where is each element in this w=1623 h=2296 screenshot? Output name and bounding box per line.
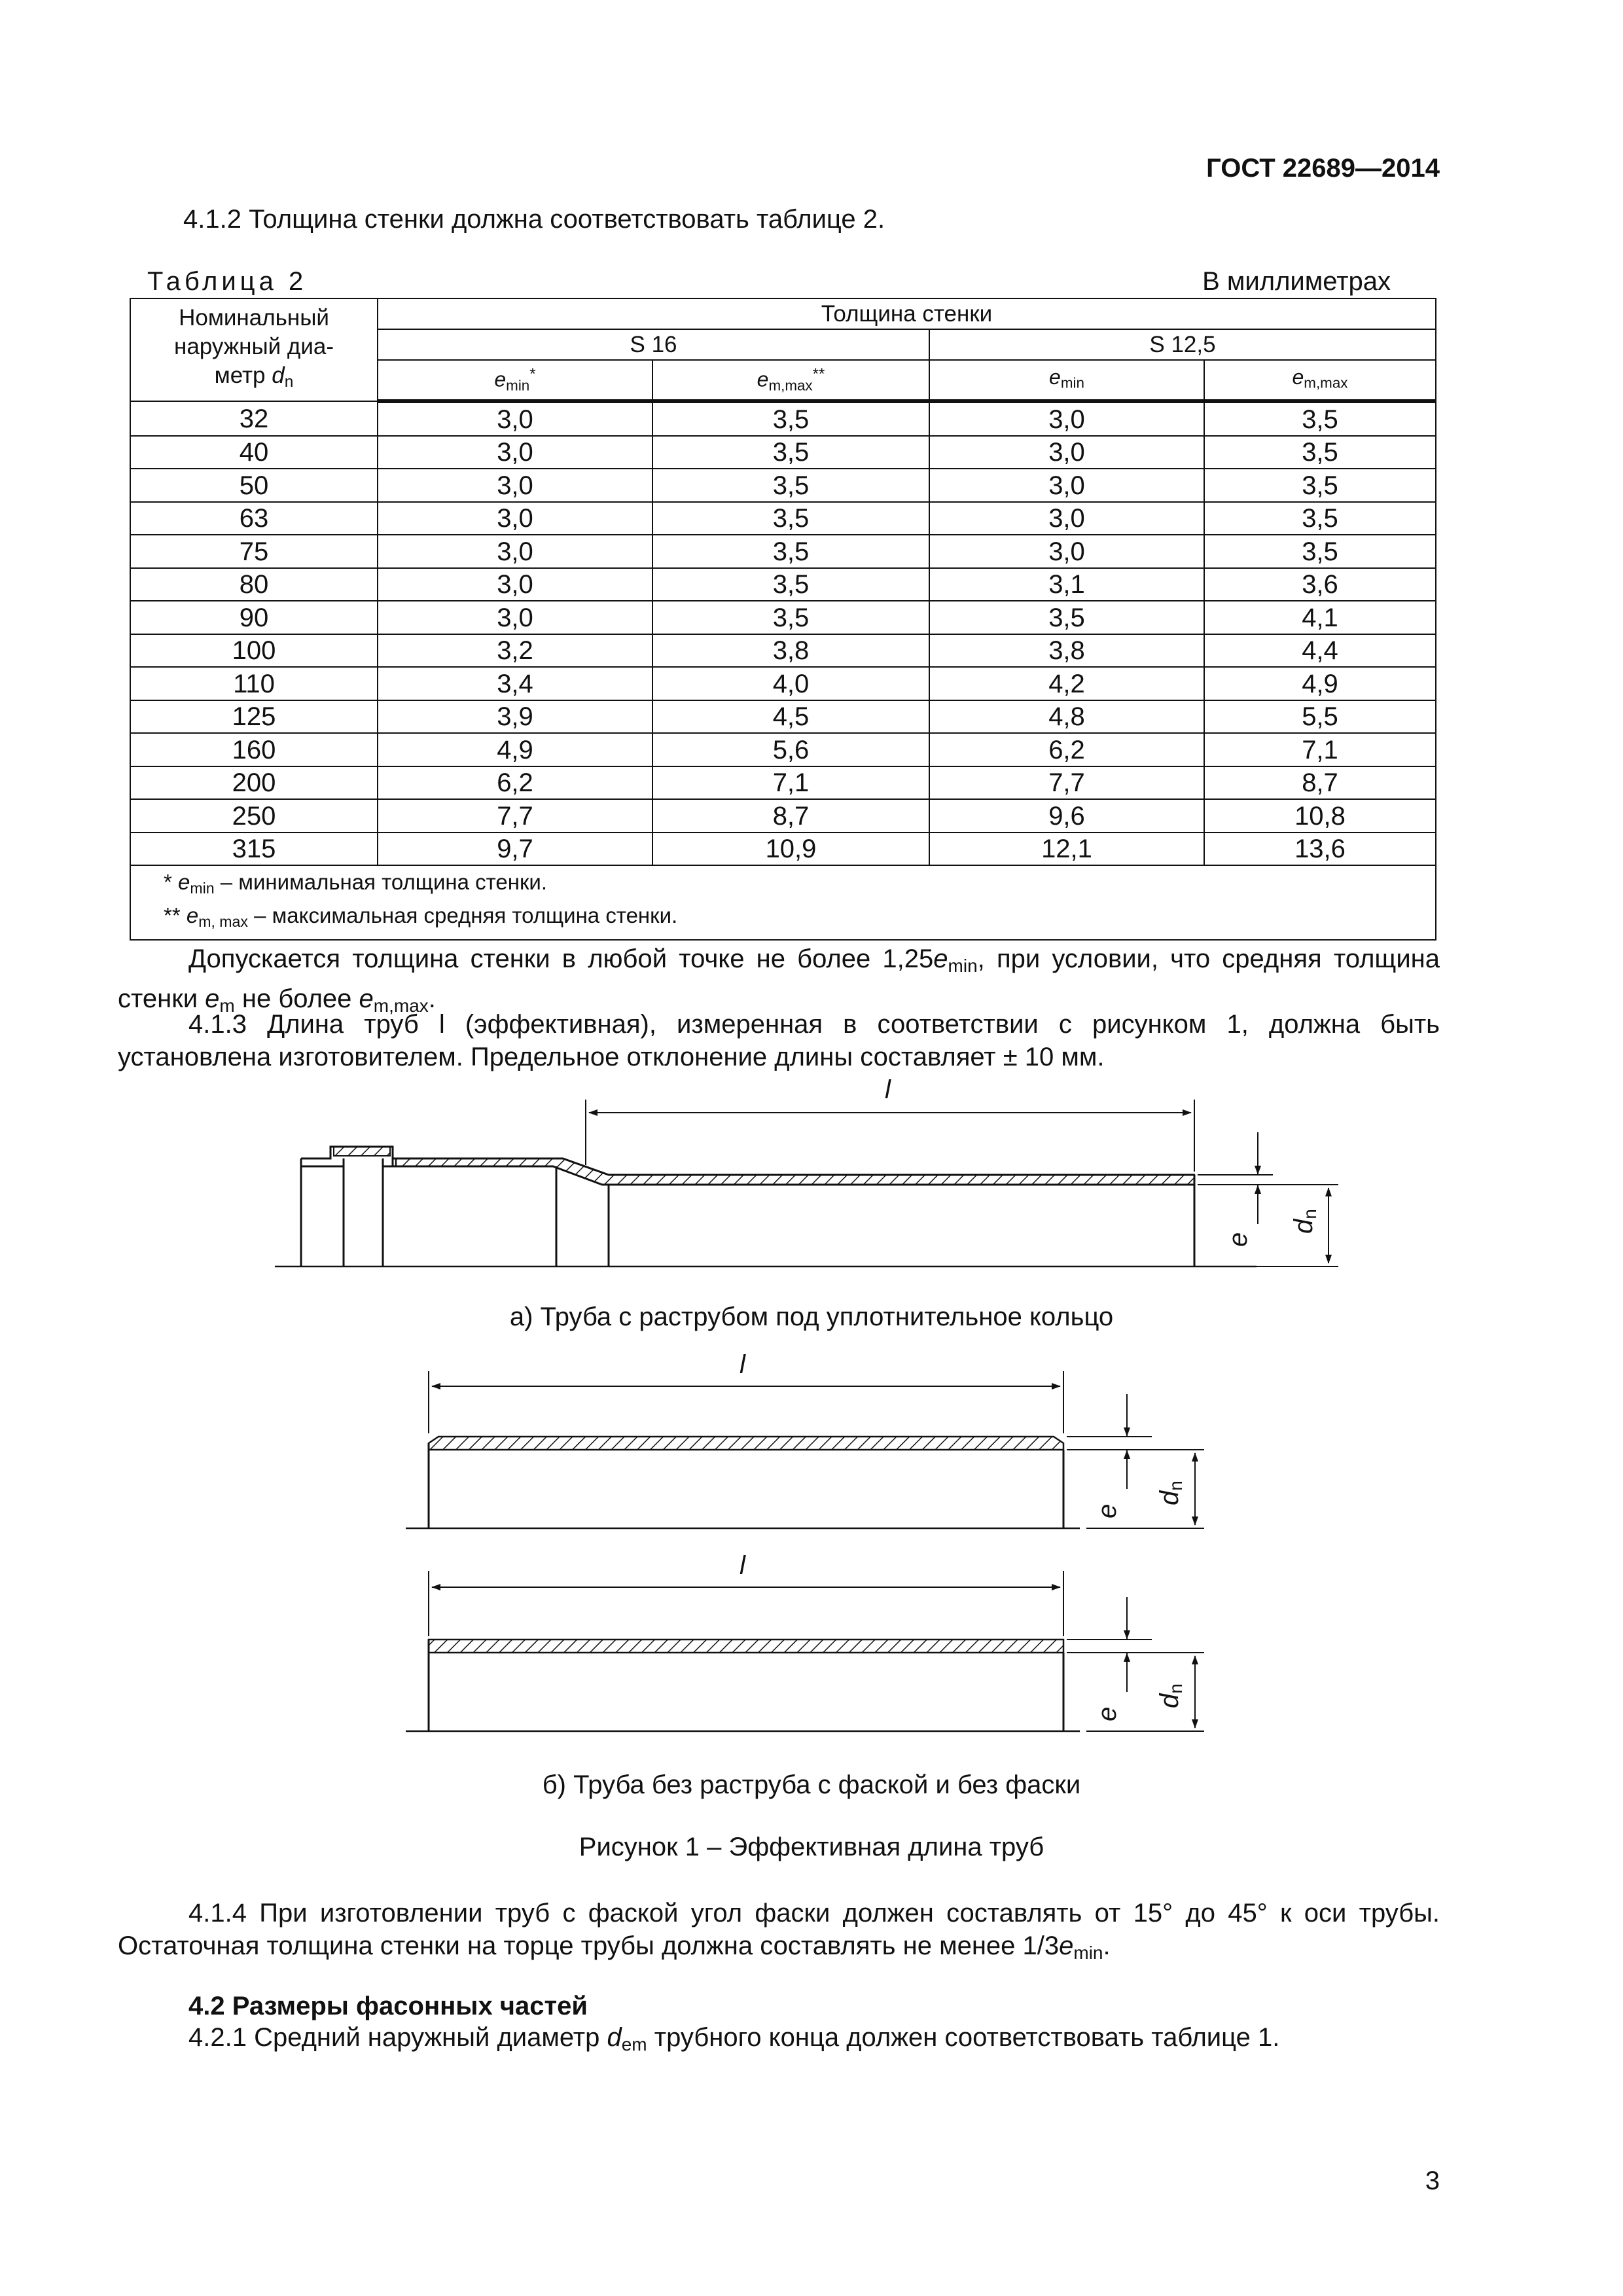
cell-thickness: 3,8 xyxy=(652,634,929,668)
cell-thickness: 4,5 xyxy=(652,700,929,734)
cell-thickness: 4,8 xyxy=(929,700,1204,734)
cell-thickness: 3,0 xyxy=(378,469,652,502)
cell-diameter: 100 xyxy=(130,634,378,668)
cell-diameter: 250 xyxy=(130,799,378,833)
cell-thickness: 10,8 xyxy=(1204,799,1436,833)
label-e-b1: e xyxy=(1093,1503,1122,1518)
head-wall-thickness: Толщина стенки xyxy=(378,298,1436,329)
label-dn-b2: dn xyxy=(1155,1683,1186,1708)
cell-thickness: 6,2 xyxy=(929,733,1204,766)
note-emmax: ** $e_{m, max}$ – максимальная средняя толщина стенки. xyxy=(164,903,678,930)
cell-thickness: 3,0 xyxy=(378,502,652,535)
cell-diameter: 50 xyxy=(130,469,378,502)
cell-thickness: 3,5 xyxy=(652,401,929,436)
cell-thickness: 4,0 xyxy=(652,667,929,700)
caption-figure-b: б) Труба без раструба с фаской и без фаски xyxy=(542,1770,1081,1799)
cell-thickness: 3,0 xyxy=(378,401,652,436)
label-dn-a: dn xyxy=(1289,1209,1320,1234)
cell-diameter: 63 xyxy=(130,502,378,535)
page-number: 3 xyxy=(1425,2166,1440,2195)
cell-thickness: 3,5 xyxy=(1204,436,1436,469)
cell-thickness: 3,0 xyxy=(378,436,652,469)
figure-b-plain-pipe xyxy=(406,1571,1204,1731)
cell-thickness: 9,6 xyxy=(929,799,1204,833)
cell-thickness: 3,0 xyxy=(378,601,652,634)
figure-b-chamfer-pipe xyxy=(406,1371,1204,1528)
cell-thickness: 3,0 xyxy=(929,469,1204,502)
cell-thickness: 3,4 xyxy=(378,667,652,700)
head-emmax-s125: $e_{m,max}$ xyxy=(1204,360,1436,401)
table-units: В миллиметрах xyxy=(1202,267,1391,296)
cell-diameter: 75 xyxy=(130,535,378,568)
cell-thickness: 4,4 xyxy=(1204,634,1436,668)
standard-header: ГОСТ 22689—2014 xyxy=(1206,154,1440,183)
cell-thickness: 6,2 xyxy=(378,766,652,800)
cell-thickness: 10,9 xyxy=(652,833,929,866)
cell-thickness: 3,5 xyxy=(929,601,1204,634)
cell-thickness: 3,5 xyxy=(1204,535,1436,568)
cell-thickness: 3,2 xyxy=(378,634,652,668)
paragraph-allowance: Допускается толщина стенки в любой точке не более $1,25e_{min}$, при условии, что средняя толщина стенки $e_m$ не более $e_{m,max}$. xyxy=(118,944,1440,1016)
cell-thickness: 12,1 xyxy=(929,833,1204,866)
caption-figure-a: а) Труба с раструбом под уплотнительное кольцо xyxy=(509,1302,1114,1331)
head-nominal-diameter: Номинальный наружный диа- метр $d_n$ xyxy=(130,298,378,401)
cell-thickness: 5,5 xyxy=(1204,700,1436,734)
cell-thickness: 3,0 xyxy=(378,535,652,568)
cell-diameter: 200 xyxy=(130,766,378,800)
head-s12-5: S 12,5 xyxy=(929,329,1436,360)
cell-diameter: 110 xyxy=(130,667,378,700)
cell-thickness: 5,6 xyxy=(652,733,929,766)
cell-thickness: 9,7 xyxy=(378,833,652,866)
cell-diameter: 315 xyxy=(130,833,378,866)
cell-thickness: 3,5 xyxy=(1204,469,1436,502)
cell-thickness: 13,6 xyxy=(1204,833,1436,866)
cell-thickness: 3,5 xyxy=(1204,401,1436,436)
paragraph-4-1-2: 4.1.2 Толщина стенки должна соответствовать таблице 2. xyxy=(183,205,885,234)
cell-diameter: 32 xyxy=(130,401,378,436)
label-dn-b1: dn xyxy=(1155,1480,1186,1505)
cell-thickness: 3,5 xyxy=(652,601,929,634)
cell-thickness: 4,2 xyxy=(929,667,1204,700)
label-e-a: e xyxy=(1224,1232,1253,1247)
cell-thickness: 4,9 xyxy=(1204,667,1436,700)
cell-thickness: 7,7 xyxy=(929,766,1204,800)
paragraph-4-2-1: 4.2.1 Средний наружный диаметр $d_{em}$ трубного конца должен соответствовать таблице 1. xyxy=(188,2023,1280,2054)
cell-thickness: 3,0 xyxy=(929,401,1204,436)
label-length-b1: l xyxy=(740,1350,745,1379)
head-s16: S 16 xyxy=(378,329,929,360)
cell-thickness: 7,1 xyxy=(652,766,929,800)
paragraph-4-1-3: 4.1.3 Длина труб l (эффективная), измеренная в соответствии с рисунком 1, должна быть установлена изготовителем. Предельное отклонение длины составляет ± 10 мм. xyxy=(118,1010,1440,1071)
cell-thickness: 4,9 xyxy=(378,733,652,766)
cell-thickness: 3,6 xyxy=(1204,568,1436,601)
cell-diameter: 160 xyxy=(130,733,378,766)
cell-thickness: 3,5 xyxy=(652,535,929,568)
cell-thickness: 3,5 xyxy=(652,502,929,535)
table-title: Таблица 2 xyxy=(147,267,308,296)
cell-thickness: 3,8 xyxy=(929,634,1204,668)
cell-thickness: 3,0 xyxy=(929,502,1204,535)
cell-thickness: 3,0 xyxy=(929,535,1204,568)
cell-thickness: 3,5 xyxy=(1204,502,1436,535)
cell-thickness: 3,0 xyxy=(378,568,652,601)
section-4-2-heading: 4.2 Размеры фасонных частей xyxy=(188,1992,588,2020)
cell-thickness: 7,1 xyxy=(1204,733,1436,766)
cell-diameter: 80 xyxy=(130,568,378,601)
label-e-b2: e xyxy=(1093,1706,1122,1721)
head-emin-s125: $e_{min}$ xyxy=(929,360,1204,401)
cell-diameter: 125 xyxy=(130,700,378,734)
cell-thickness: 3,5 xyxy=(652,568,929,601)
paragraph-4-1-4: 4.1.4 При изготовлении труб с фаской угол фаски должен составлять от 15° до 45° к оси трубы. Остаточная толщина стенки на торце трубы должна составлять не менее $1/3e_{min}$. xyxy=(118,1899,1440,1963)
cell-thickness: 7,7 xyxy=(378,799,652,833)
cell-thickness: 4,1 xyxy=(1204,601,1436,634)
cell-thickness: 3,9 xyxy=(378,700,652,734)
cell-diameter: 90 xyxy=(130,601,378,634)
figure-a-socket-pipe xyxy=(275,1100,1338,1266)
cell-diameter: 40 xyxy=(130,436,378,469)
cell-thickness: 8,7 xyxy=(1204,766,1436,800)
note-emin: * $e_{min}$ – минимальная толщина стенки. xyxy=(164,870,547,897)
label-length-a: l xyxy=(885,1075,891,1104)
figure-1-caption: Рисунок 1 – Эффективная длина труб xyxy=(579,1833,1044,1861)
label-length-b2: l xyxy=(740,1551,745,1580)
cell-thickness: 8,7 xyxy=(652,799,929,833)
head-emmax-s16: $e_{m,max}^{**}$ xyxy=(652,360,929,401)
head-emin-s16: $e_{min}^*$ xyxy=(378,360,652,401)
cell-thickness: 3,5 xyxy=(652,469,929,502)
cell-thickness: 3,5 xyxy=(652,436,929,469)
cell-thickness: 3,1 xyxy=(929,568,1204,601)
cell-thickness: 3,0 xyxy=(929,436,1204,469)
